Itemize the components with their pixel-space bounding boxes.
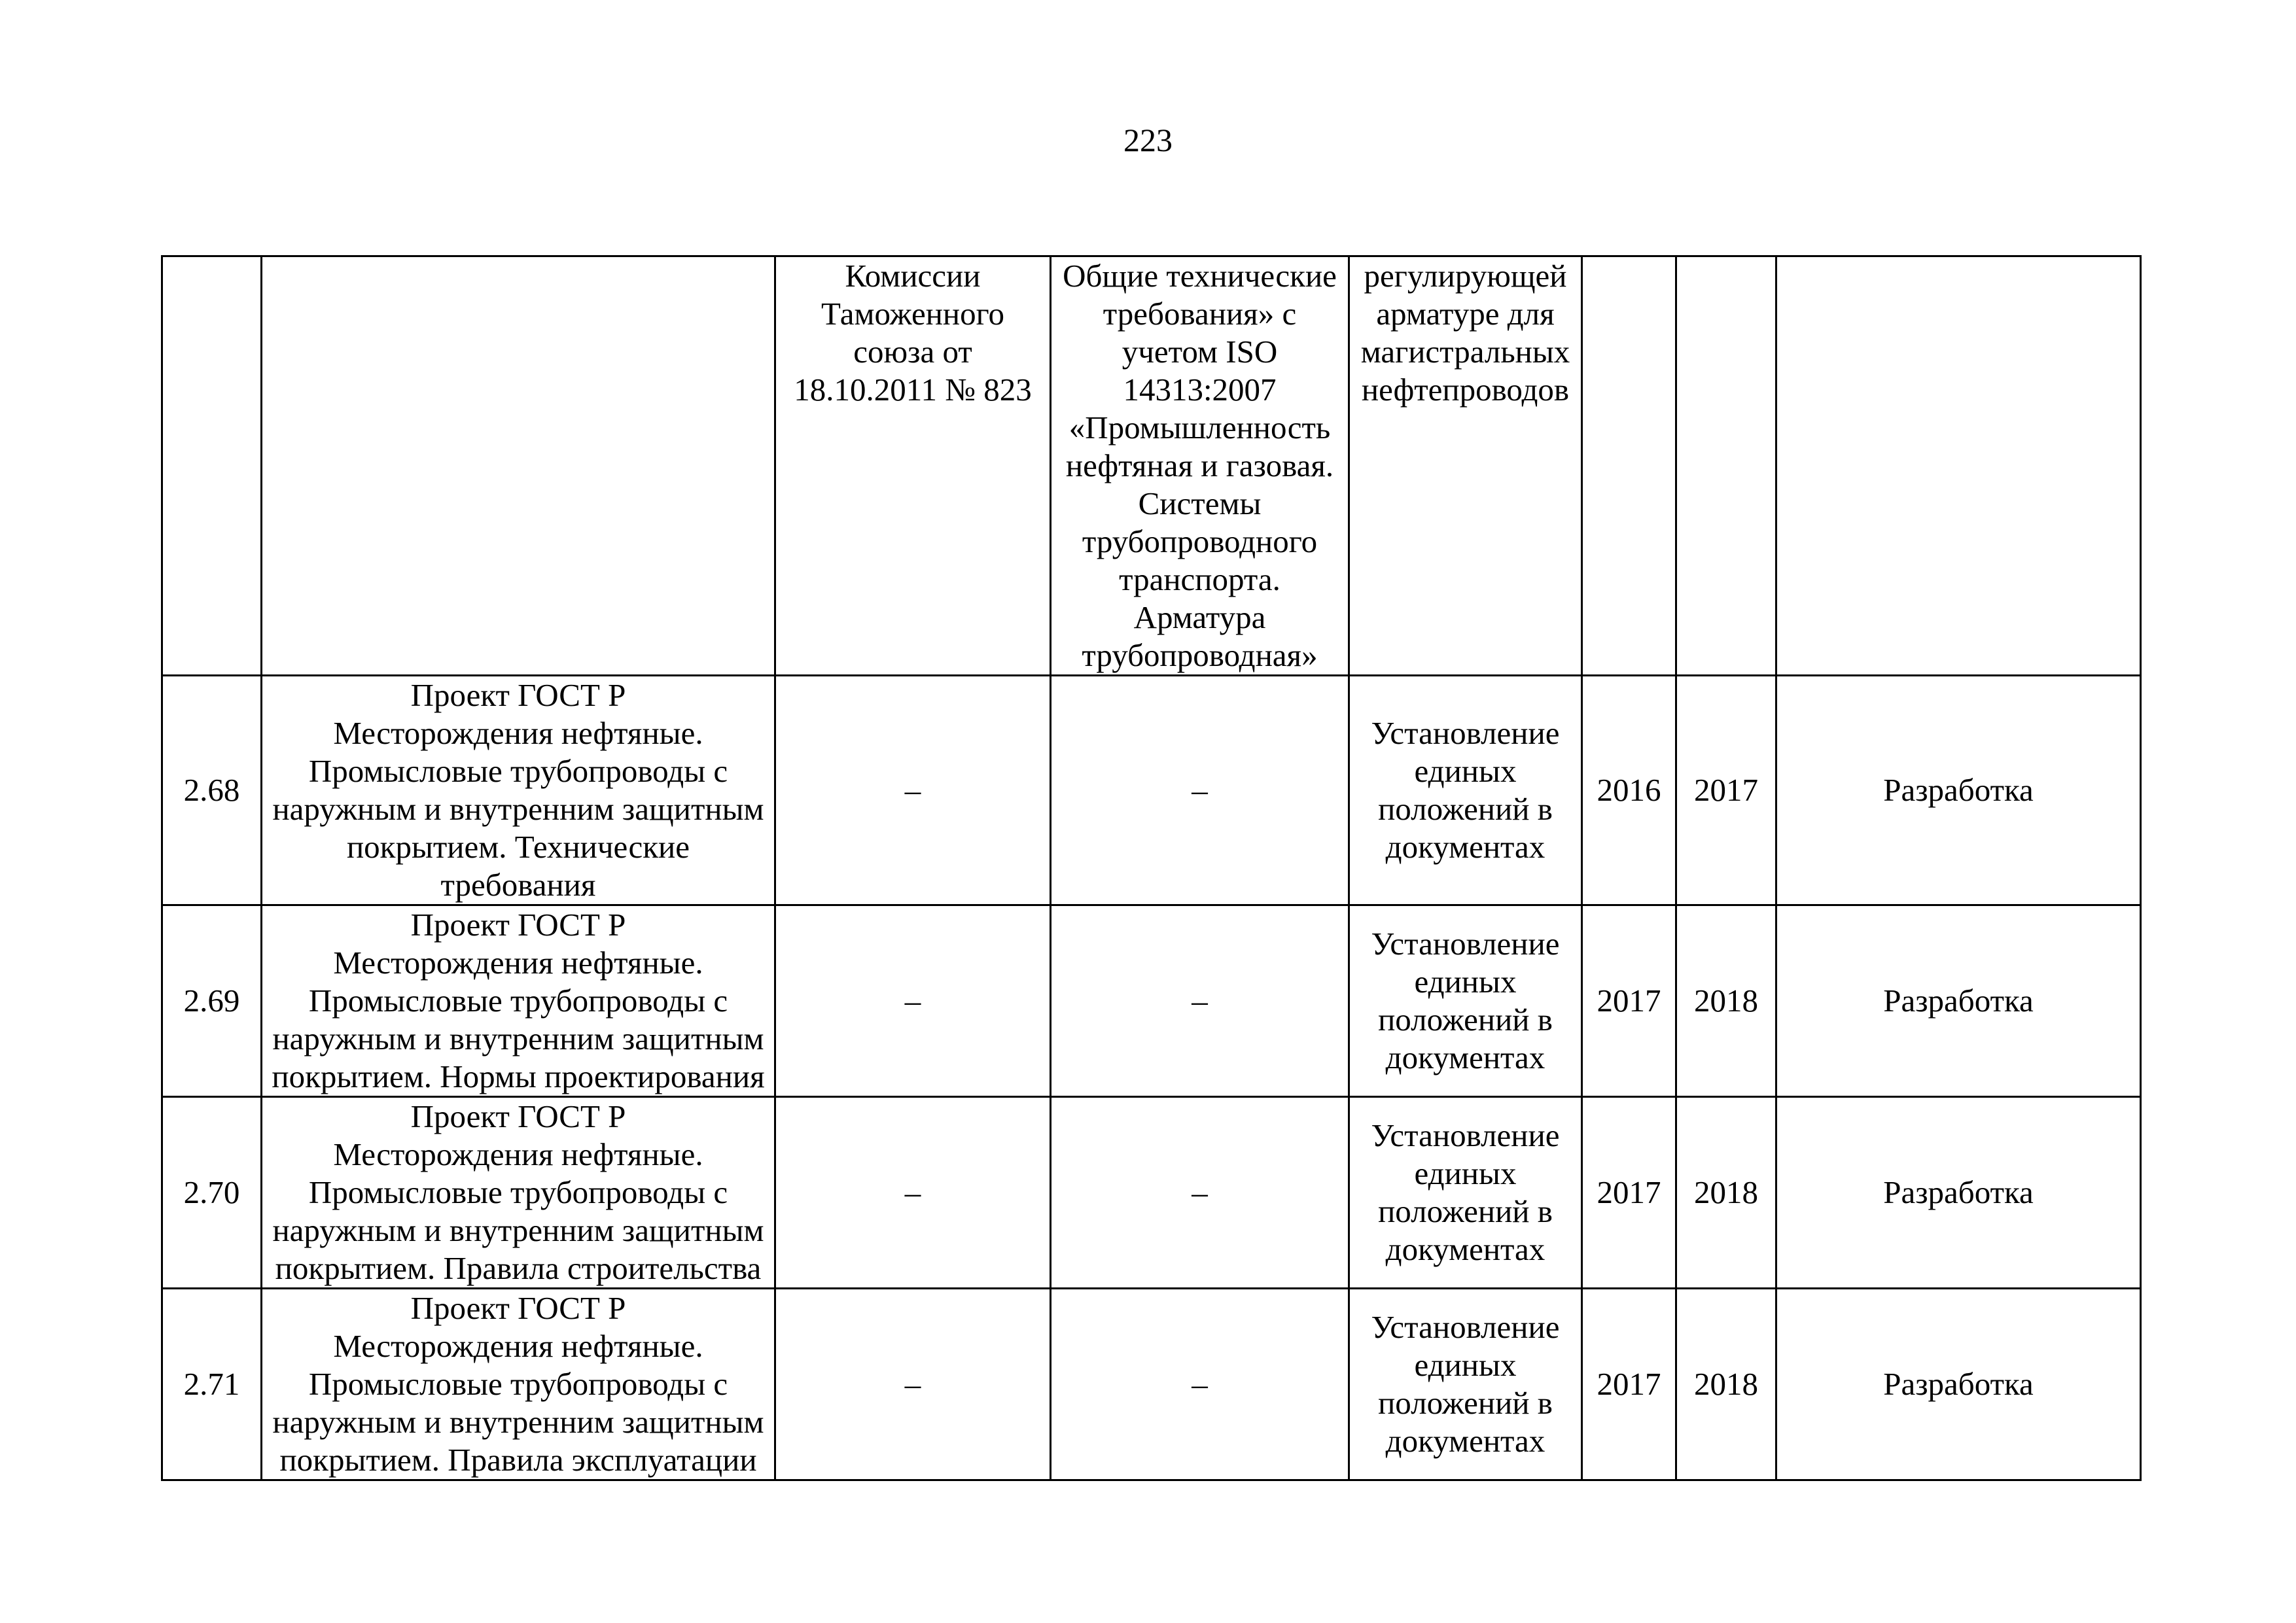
document-name-cell xyxy=(262,1097,775,1289)
table-row xyxy=(162,905,2141,1097)
page-number: 223 xyxy=(1123,122,1173,158)
text-line: Таможенного xyxy=(821,296,1005,332)
basis-cell xyxy=(775,256,1051,676)
status-cell: Разработка xyxy=(1776,676,2141,905)
purpose-cell xyxy=(1349,1097,1582,1289)
document-name-cell xyxy=(262,676,775,905)
text-line: Промысловые трубопроводы с xyxy=(308,1366,728,1402)
text-line: нефтяная и газовая. xyxy=(1065,447,1334,483)
table-row xyxy=(162,1289,2141,1480)
text-line: единых xyxy=(1414,753,1517,789)
text-line: Установление xyxy=(1371,1117,1560,1153)
international-standard-cell: – xyxy=(1051,1097,1349,1289)
text-line: документах xyxy=(1385,1423,1545,1459)
international-standard-cell: – xyxy=(1051,676,1349,905)
table-row xyxy=(162,676,2141,905)
text-line: Месторождения нефтяные. xyxy=(333,945,703,981)
text-line: Промысловые трубопроводы с xyxy=(308,983,728,1019)
row-number-cell: 2.71 xyxy=(162,1289,262,1480)
text-line: наружным и внутренним защитным xyxy=(272,1021,764,1056)
text-line: Установление xyxy=(1371,926,1560,962)
standards-table xyxy=(161,255,2142,1481)
purpose-cell xyxy=(1349,256,1582,676)
international-standard-cell xyxy=(1051,256,1349,676)
text-line: «Промышленность xyxy=(1069,410,1331,445)
text-line: Промысловые трубопроводы с xyxy=(308,1174,728,1210)
text-line: Комиссии xyxy=(845,258,981,294)
text-line: союза от xyxy=(853,334,972,370)
text-line: арматуре для xyxy=(1376,296,1555,332)
text-line: документах xyxy=(1385,1231,1545,1267)
text-line: единых xyxy=(1414,964,1517,1000)
row-number-cell: 2.70 xyxy=(162,1097,262,1289)
international-standard-cell: – xyxy=(1051,905,1349,1097)
text-line: регулирующей xyxy=(1364,258,1567,294)
row-number-cell: 2.69 xyxy=(162,905,262,1097)
text-line: наружным и внутренним защитным xyxy=(272,1404,764,1440)
text-line: Системы xyxy=(1138,485,1262,521)
text-line: Проект ГОСТ Р xyxy=(410,677,626,713)
text-line: покрытием. Правила эксплуатации xyxy=(279,1442,757,1478)
text-line: магистральных xyxy=(1360,334,1570,370)
text-line: Проект ГОСТ Р xyxy=(410,1290,626,1326)
table-row xyxy=(162,1097,2141,1289)
text-line: Арматура xyxy=(1133,599,1266,635)
end-year-cell: 2017 xyxy=(1676,676,1776,905)
start-year-cell: 2016 xyxy=(1582,676,1676,905)
text-line: покрытием. Правила строительства xyxy=(275,1250,762,1286)
start-year-cell xyxy=(1582,256,1676,676)
text-line: учетом ISO xyxy=(1122,334,1278,370)
text-line: документах xyxy=(1385,1039,1545,1075)
text-line: Установление xyxy=(1371,1309,1560,1345)
basis-cell: – xyxy=(775,676,1051,905)
start-year-cell: 2017 xyxy=(1582,1097,1676,1289)
purpose-cell xyxy=(1349,905,1582,1097)
text-line: трубопроводного xyxy=(1082,523,1318,559)
text-line: Проект ГОСТ Р xyxy=(410,1098,626,1134)
basis-cell: – xyxy=(775,1289,1051,1480)
end-year-cell: 2018 xyxy=(1676,1289,1776,1480)
text-line: единых xyxy=(1414,1155,1517,1191)
text-line: нефтепроводов xyxy=(1361,372,1570,408)
text-line: требования xyxy=(440,867,596,903)
text-line: Общие технические xyxy=(1063,258,1337,294)
document-name-cell xyxy=(262,1289,775,1480)
text-line: Проект ГОСТ Р xyxy=(410,907,626,943)
end-year-cell xyxy=(1676,256,1776,676)
status-cell: Разработка xyxy=(1776,1097,2141,1289)
text-line: положений в xyxy=(1378,1002,1553,1038)
row-number-cell xyxy=(162,256,262,676)
text-line: Месторождения нефтяные. xyxy=(333,1328,703,1364)
start-year-cell: 2017 xyxy=(1582,905,1676,1097)
text-line: покрытием. Нормы проектирования xyxy=(272,1058,765,1094)
text-line: единых xyxy=(1414,1347,1517,1383)
text-line: Месторождения нефтяные. xyxy=(333,1136,703,1172)
end-year-cell: 2018 xyxy=(1676,905,1776,1097)
text-line: 14313:2007 xyxy=(1123,372,1277,408)
text-line: наружным и внутренним защитным xyxy=(272,1212,764,1248)
purpose-cell xyxy=(1349,676,1582,905)
text-line: положений в xyxy=(1378,1385,1553,1421)
text-line: покрытием. Технические xyxy=(346,829,690,865)
text-line: 18.10.2011 № 823 xyxy=(794,372,1032,408)
text-line: положений в xyxy=(1378,791,1553,827)
start-year-cell: 2017 xyxy=(1582,1289,1676,1480)
basis-cell: – xyxy=(775,905,1051,1097)
text-line: Промысловые трубопроводы с xyxy=(308,753,728,789)
basis-cell: – xyxy=(775,1097,1051,1289)
text-line: наружным и внутренним защитным xyxy=(272,791,764,827)
text-line: документах xyxy=(1385,829,1545,865)
international-standard-cell: – xyxy=(1051,1289,1349,1480)
end-year-cell: 2018 xyxy=(1676,1097,1776,1289)
text-line: Установление xyxy=(1371,715,1560,751)
text-line: требования» с xyxy=(1103,296,1297,332)
text-line: трубопроводная» xyxy=(1082,637,1318,673)
status-cell: Разработка xyxy=(1776,905,2141,1097)
document-name-cell xyxy=(262,905,775,1097)
status-cell: Разработка xyxy=(1776,1289,2141,1480)
text-line: транспорта. xyxy=(1119,561,1280,597)
purpose-cell xyxy=(1349,1289,1582,1480)
status-cell xyxy=(1776,256,2141,676)
table-row-continuation xyxy=(162,256,2141,676)
row-number-cell: 2.68 xyxy=(162,676,262,905)
text-line: Месторождения нефтяные. xyxy=(333,715,703,751)
document-name-cell xyxy=(262,256,775,676)
text-line: положений в xyxy=(1378,1193,1553,1229)
